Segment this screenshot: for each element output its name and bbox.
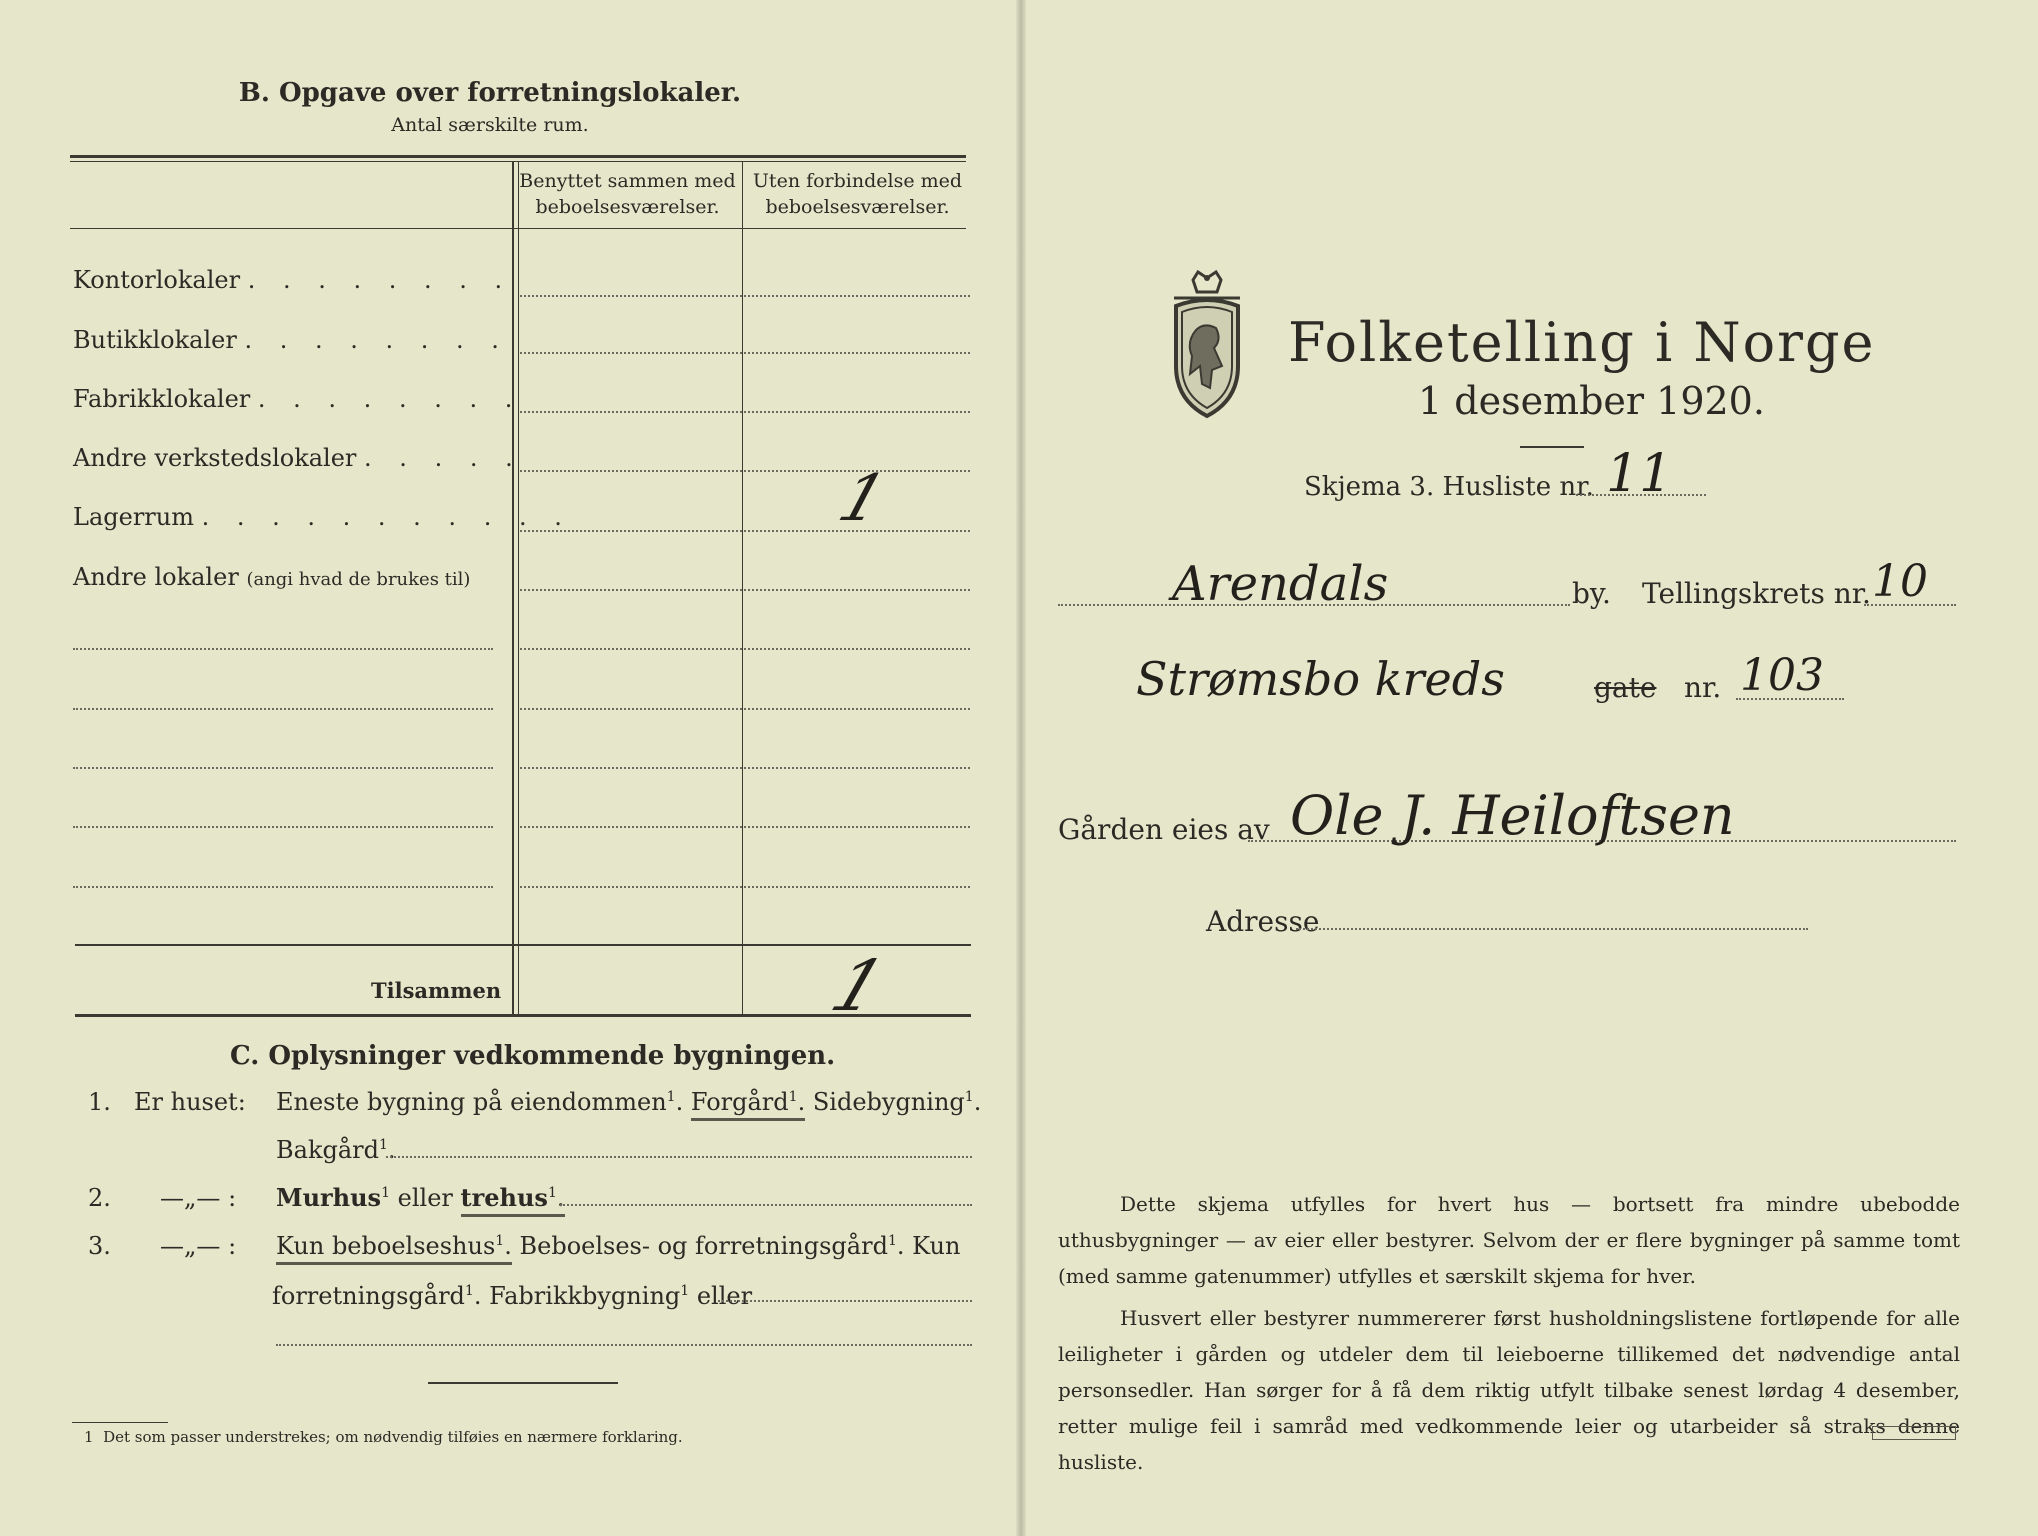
row-line-10-col2	[744, 826, 970, 828]
row-line-6-col1	[520, 589, 742, 591]
instructions-paragraph-2: Husvert eller bestyrer nummererer først husholdningslistene fortløpende for alle leiligheter i gården og utdeler dem til leieboerne tillikemed det nødvendige antal personsedler. Han sørger for å få dem riktig utfylt tilbake senest lørdag 4 desember, retter mulige feil i samråd med vedkommende leier og utarbeider så straks denne husliste.	[1058, 1306, 1960, 1474]
row-line-1-col2	[744, 295, 970, 297]
section-b-title: B. Opgave over forretningslokaler.	[238, 78, 742, 108]
column-divider-left-thin	[518, 161, 519, 1016]
column-divider-left	[512, 161, 514, 1016]
q1-fill-line	[386, 1156, 972, 1158]
footnote-rule	[72, 1422, 168, 1423]
handwritten-gate-nr: 103	[1740, 650, 1824, 701]
title-divider	[1520, 446, 1584, 448]
form-title: Folketelling i Norge	[1288, 311, 1876, 374]
section-c-end-rule	[428, 1382, 618, 1384]
column-header-1-line1: Benyttet sammen med	[519, 170, 736, 192]
handwritten-by-name: Arendals	[1172, 556, 1389, 612]
row-line-3-col1	[520, 411, 742, 413]
row-line-11-col2	[744, 886, 970, 888]
q1-label: Er huset:	[134, 1088, 246, 1116]
handwritten-owner-name: Ole J. Heiloftsen	[1290, 784, 1735, 847]
printer-mark	[1872, 1426, 1956, 1440]
row-label-butikklokaler: Butikklokaler . . . . . . . .	[73, 326, 509, 354]
row-line-11-col1	[520, 886, 742, 888]
q2-options: Murhus$^1$ eller trehus$^1$.	[276, 1186, 565, 1217]
row-line-8-col2	[744, 708, 970, 710]
q3-label: —„— :	[160, 1232, 237, 1260]
row-line-2-col2	[744, 352, 970, 354]
row-line-9-col1	[520, 767, 742, 769]
q1-bakgard: Bakgård$^1$.	[276, 1136, 396, 1164]
row-label-kontorlokaler: Kontorlokaler . . . . . . . .	[73, 266, 513, 294]
q3-options-line2: forretningsgård$^1$. Fabrikkbygning$^1$ eller	[272, 1282, 753, 1310]
row-line-9-col2	[744, 767, 970, 769]
q2-label: —„— :	[160, 1184, 237, 1212]
blank-line-2	[73, 708, 493, 710]
row-label-fabrikklokaler: Fabrikklokaler . . . . . . . .	[73, 385, 523, 413]
q1-forgard-underlined: Forgård$^1$.	[691, 1090, 805, 1121]
total-top-rule	[75, 944, 971, 946]
section-c-title: C. Oplysninger vedkommende bygningen.	[230, 1041, 836, 1071]
row-line-5-col1	[520, 530, 742, 532]
row-label-andre-lokaler: Andre lokaler (angi hvad de brukes til)	[73, 563, 471, 591]
row-line-10-col1	[520, 826, 742, 828]
q3-kun-beboelseshus-underlined: Kun beboelseshus$^1$.	[276, 1234, 512, 1265]
blank-line-5	[73, 886, 493, 888]
column-divider-middle	[742, 161, 743, 1016]
handwritten-husliste-nr: 11	[1606, 444, 1673, 504]
q1-options: Eneste bygning på eiendommen$^1$. Forgård$^1$. Sidebygning$^1$.	[276, 1090, 981, 1121]
blank-line-3	[73, 767, 493, 769]
footnote: 1 Det som passer understrekes; om nødvendig tilføies en nærmere forklaring.	[84, 1428, 683, 1446]
q2-fill-line	[560, 1204, 972, 1206]
row-line-7-col2	[744, 648, 970, 650]
total-label: Tilsammen	[371, 978, 502, 1003]
gate-nr-label: nr.	[1684, 671, 1722, 704]
column-header-2-line1: Uten forbindelse med	[752, 170, 963, 192]
q3-options-line1: Kun beboelseshus$^1$. Beboelses- og forretningsgård$^1$. Kun	[276, 1234, 960, 1265]
owner-label: Gården eies av	[1058, 813, 1270, 846]
table-top-rule	[70, 155, 966, 158]
row-line-4-col1	[520, 470, 742, 472]
handwritten-tellingskrets-nr: 10	[1872, 556, 1928, 607]
row-label-andre-verkstedslokaler: Andre verkstedslokaler . . . . .	[73, 444, 523, 472]
by-label: by.	[1572, 577, 1611, 610]
page-fold	[1016, 0, 1026, 1536]
blank-line-1	[73, 648, 493, 650]
q3-number: 3.	[88, 1232, 111, 1260]
row-line-6-col2	[744, 589, 970, 591]
gate-label-struck: gate	[1594, 671, 1657, 704]
handwritten-street-name: Strømsbo kreds	[1136, 652, 1505, 706]
row-line-1-col1	[520, 295, 742, 297]
blank-line-4	[73, 826, 493, 828]
q2-number: 2.	[88, 1184, 111, 1212]
column-header-1-line2: beboelsesværelser.	[535, 196, 720, 218]
skjema-label: Skjema 3. Husliste nr.	[1304, 472, 1594, 502]
row-line-3-col2	[744, 411, 970, 413]
q1-number: 1.	[88, 1088, 111, 1116]
handwritten-total-value: 1	[821, 945, 896, 1027]
q2-trehus-underlined: trehus$^1$.	[461, 1186, 565, 1217]
adresse-label: Adresse	[1206, 905, 1320, 938]
coat-of-arms-icon	[1160, 270, 1254, 422]
row-label-lagerrum: Lagerrum . . . . . . . . . . .	[73, 503, 572, 531]
q3-fill-line-2	[276, 1344, 972, 1346]
q3-fill-line	[718, 1300, 972, 1302]
row-line-8-col1	[520, 708, 742, 710]
handwritten-lagerrum-value: 1	[829, 462, 895, 536]
total-bottom-rule	[75, 1014, 971, 1017]
tellingskrets-label: Tellingskrets nr.	[1642, 577, 1871, 610]
instructions-paragraph-1: Dette skjema utfylles for hvert hus — bortsett fra mindre ubebodde uthusbygninger — av eier eller bestyrer. Selvom der er flere bygninger på samme tomt (med samme gatenummer) utfylles et særskilt skjema for hver.	[1058, 1192, 1960, 1288]
adresse-fill-line	[1296, 928, 1808, 930]
census-date: 1 desember 1920.	[1418, 379, 1765, 423]
column-header-2-line2: beboelsesværelser.	[765, 196, 950, 218]
row-line-7-col1	[520, 648, 742, 650]
row-line-2-col1	[520, 352, 742, 354]
section-b-subtitle: Antal særskilte rum.	[391, 114, 589, 136]
